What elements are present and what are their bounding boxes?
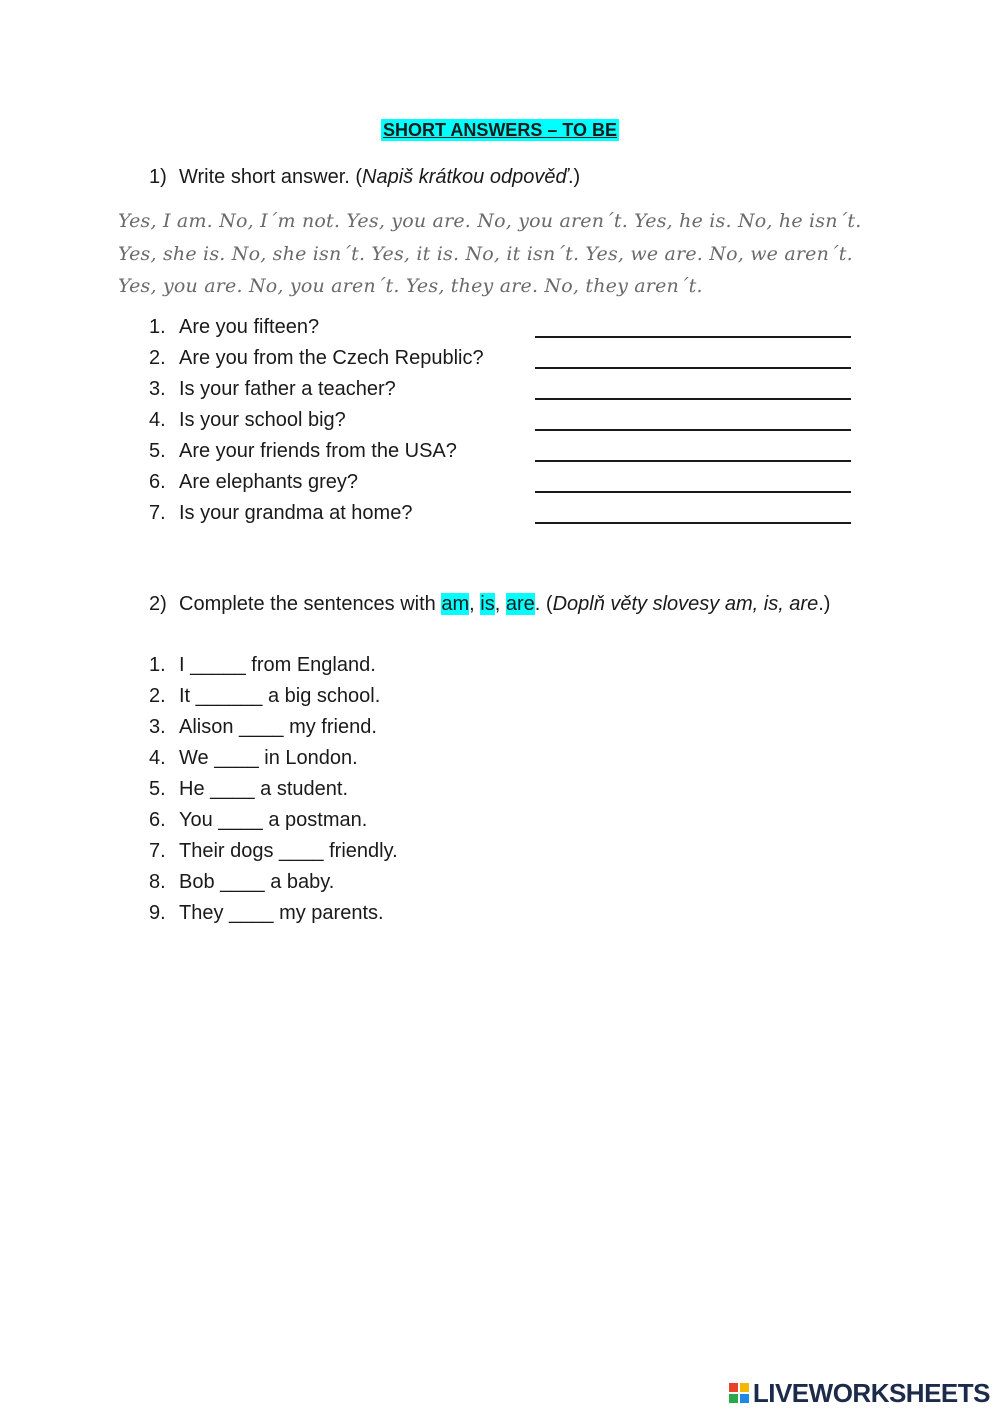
question-item [149, 440, 869, 471]
answer-blank[interactable] [535, 460, 851, 462]
question-text: Are you fifteen? [179, 316, 320, 338]
sentence-text: We ____ in London. [179, 747, 358, 769]
sentence-number: 6. [149, 809, 166, 831]
title-highlight: SHORT ANSWERS – TO BE [382, 120, 618, 140]
word-is-highlight: is [480, 593, 495, 615]
worksheet-title [0, 120, 1000, 141]
sentence-number: 5. [149, 778, 166, 800]
question-item [149, 347, 869, 378]
question-number: 3. [149, 378, 166, 400]
question-item [149, 378, 869, 409]
logo-square [740, 1383, 749, 1392]
question-number: 7. [149, 502, 166, 524]
question-number: 1. [149, 316, 166, 338]
word-am-highlight: am [441, 593, 470, 615]
answer-blank[interactable] [535, 336, 851, 338]
question-number: 5. [149, 440, 166, 462]
question-item [149, 409, 869, 440]
sentence-number: 1. [149, 654, 166, 676]
task-2-number: 2) [149, 593, 167, 615]
answer-blank[interactable] [535, 522, 851, 524]
task-1-instruction: Write short answer. ( [179, 166, 363, 188]
task-2-after: . ( [534, 593, 553, 615]
sentence-item[interactable] [149, 778, 398, 809]
question-number: 6. [149, 471, 166, 493]
sentence-text: He ____ a student. [179, 778, 349, 800]
answer-blank[interactable] [535, 429, 851, 431]
sentence-text: It ______ a big school. [179, 685, 381, 707]
question-item [149, 471, 869, 502]
sentence-item[interactable] [149, 685, 398, 716]
separator: , [494, 593, 506, 615]
sentence-item[interactable] [149, 747, 398, 778]
logo-square [729, 1394, 738, 1403]
answer-bank-line: Yes, you are. No, you aren´t. Yes, they are. No, they aren´t. [118, 275, 703, 297]
question-number: 4. [149, 409, 166, 431]
question-text: Are your friends from the USA? [179, 440, 457, 462]
question-text: Is your school big? [179, 409, 346, 431]
question-text: Is your grandma at home? [179, 502, 413, 524]
sentence-number: 3. [149, 716, 166, 738]
answer-bank-line: Yes, she is. No, she isn´t. Yes, it is. No, it isn´t. Yes, we are. No, we aren´t. [118, 242, 853, 265]
brand-name: LIVEWORKSHEETS [752, 1377, 990, 1408]
sentence-text: I _____ from England. [179, 654, 376, 676]
word-are-highlight: are [505, 593, 535, 615]
sentence-item[interactable] [149, 654, 398, 685]
question-list [149, 316, 869, 533]
sentence-text: Bob ____ a baby. [179, 871, 335, 893]
task-1-number: 1) [149, 166, 167, 188]
sentence-text: Alison ____ my friend. [179, 716, 377, 738]
sentence-text: Their dogs ____ friendly. [179, 840, 398, 862]
separator: , [469, 593, 481, 615]
question-text: Are you from the Czech Republic? [179, 347, 484, 369]
liveworksheets-brand[interactable] [729, 1377, 990, 1408]
sentence-item[interactable] [149, 840, 398, 871]
sentence-number: 2. [149, 685, 166, 707]
question-item [149, 502, 869, 533]
sentence-list [149, 654, 398, 933]
question-text: Is your father a teacher? [179, 378, 396, 400]
logo-square [740, 1394, 749, 1403]
question-text: Are elephants grey? [179, 471, 359, 493]
answer-bank-line: Yes, I am. No, I´m not. Yes, you are. No, you aren´t. Yes, he is. No, he isn´t. [118, 210, 862, 232]
answer-blank[interactable] [535, 491, 851, 493]
question-number: 2. [149, 347, 166, 369]
sentence-text: You ____ a postman. [179, 809, 368, 831]
answer-blank[interactable] [535, 367, 851, 369]
task-2-translation: Doplň věty slovesy am, is, are [552, 593, 819, 615]
task-1-closing: .) [567, 166, 581, 188]
logo-square [729, 1383, 738, 1392]
sentence-item[interactable] [149, 716, 398, 747]
sentence-number: 7. [149, 840, 166, 862]
question-item [149, 316, 869, 347]
sentence-item[interactable] [149, 871, 398, 902]
sentence-text: They ____ my parents. [179, 902, 384, 924]
task-1-heading [149, 166, 580, 189]
task-1-translation: Napiš krátkou odpověď [362, 166, 568, 188]
sentence-item[interactable] [149, 809, 398, 840]
sentence-number: 4. [149, 747, 166, 769]
answer-bank [118, 205, 878, 303]
answer-blank[interactable] [535, 398, 851, 400]
liveworksheets-logo-icon [729, 1383, 749, 1403]
sentence-number: 9. [149, 902, 166, 924]
task-2-closing: .) [818, 593, 831, 615]
sentence-number: 8. [149, 871, 166, 893]
sentence-item[interactable] [149, 902, 398, 933]
task-2-instruction: Complete the sentences with [179, 593, 442, 615]
task-2-heading [149, 593, 830, 616]
